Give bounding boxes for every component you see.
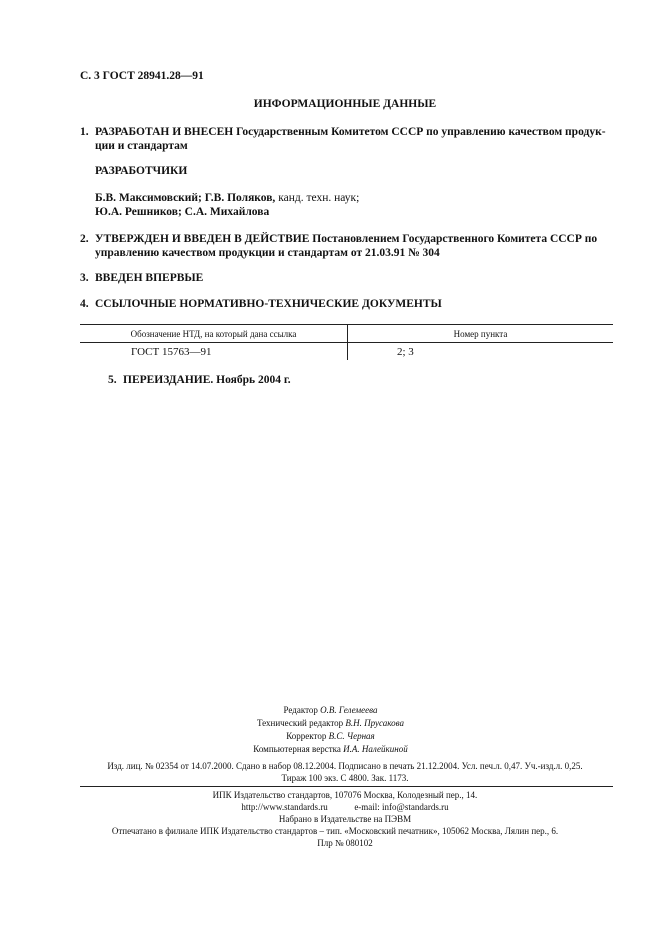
item-2-text: УТВЕРЖДЕН И ВВЕДЕН В ДЕЙСТВИЕ Постановлением Государственного Комитета СССР по [95, 233, 598, 245]
imprint-line-2: Тираж 100 экз. С 4800. Зак. 1173. [281, 773, 409, 783]
item-3-number: 3. [80, 272, 89, 284]
publisher-line-4: Отпечатано в филиале ИПК Издательство стандартов – тип. «Московский печатник», 105062 Москва, Лялин пер., 6. [111, 826, 559, 836]
developers-degree: канд. техн. наук; [275, 192, 360, 204]
item-4-number: 4. [80, 298, 89, 310]
item-1-text: РАЗРАБОТАН И ВНЕСЕН Государственным Комитетом СССР по управлению качеством продук- [95, 126, 606, 138]
credit-role: Корректор [286, 731, 327, 741]
table-header-clause: Номер пункта [453, 329, 508, 339]
credit-layout [0, 743, 661, 755]
item-4-text: ССЫЛОЧНЫЕ НОРМАТИВНО-ТЕХНИЧЕСКИЕ ДОКУМЕНТЫ [95, 298, 442, 310]
credit-name: О.В. Гелемеева [320, 705, 378, 715]
table-cell-clause: 2; 3 [397, 346, 414, 358]
table-header-designation: Обозначение НТД, на который дана ссылка [130, 329, 297, 339]
page-title: ИНФОРМАЦИОННЫЕ ДАННЫЕ [253, 98, 437, 110]
credit-proofreader [0, 730, 661, 742]
credit-name: И.А. Налейкиной [343, 744, 408, 754]
developers-line-1 [95, 191, 359, 206]
item-3-text: ВВЕДЕН ВПЕРВЫЕ [95, 272, 204, 284]
imprint-line-1: Изд. лиц. № 02354 от 14.07.2000. Сдано в набор 08.12.2004. Подписано в печать 21.12.2004. Усл. печ.л. 0,47. Уч.-изд.л. 0,25. [107, 761, 583, 771]
publisher-rule [80, 786, 613, 787]
credit-tech-editor [0, 717, 661, 729]
publisher-url[interactable]: http://www.standards.ru [241, 802, 328, 812]
item-5-text: ПЕРЕИЗДАНИЕ. Ноябрь 2004 г. [123, 374, 291, 386]
item-2-number: 2. [80, 233, 89, 245]
publisher-line-5: Плр № 080102 [317, 838, 373, 848]
item-2-text-continued: управлению качеством продукции и стандартам от 21.03.91 № 304 [95, 247, 440, 259]
page-header: С. 3 ГОСТ 28941.28—91 [80, 70, 204, 82]
developers-line-2: Ю.А. Решников; С.А. Михайлова [95, 206, 270, 218]
publisher-line-1: ИПК Издательство стандартов, 107076 Москва, Колодезный пер., 14. [212, 790, 478, 800]
credit-editor [0, 704, 661, 716]
item-1-number: 1. [80, 126, 89, 138]
item-1-text-continued: ции и стандартам [95, 140, 188, 152]
developers-names-1: Б.В. Максимовский; Г.В. Поляков, [95, 192, 276, 204]
publisher-contacts [60, 801, 630, 813]
credit-name: В.Н. Прусакова [345, 718, 405, 728]
credits-block [0, 704, 661, 755]
credit-role: Технический редактор [256, 718, 344, 728]
publisher-email[interactable]: e-mail: info@standards.ru [354, 802, 449, 812]
credit-name: В.С. Черная [328, 731, 375, 741]
item-5-number: 5. [108, 374, 117, 386]
developers-heading: РАЗРАБОТЧИКИ [95, 165, 188, 177]
publisher-line-3: Набрано в Издательстве на ПЭВМ [278, 814, 412, 824]
credit-role: Компьютерная верстка [253, 744, 341, 754]
table-cell-designation: ГОСТ 15763—91 [131, 346, 212, 358]
credit-role: Редактор [283, 705, 318, 715]
